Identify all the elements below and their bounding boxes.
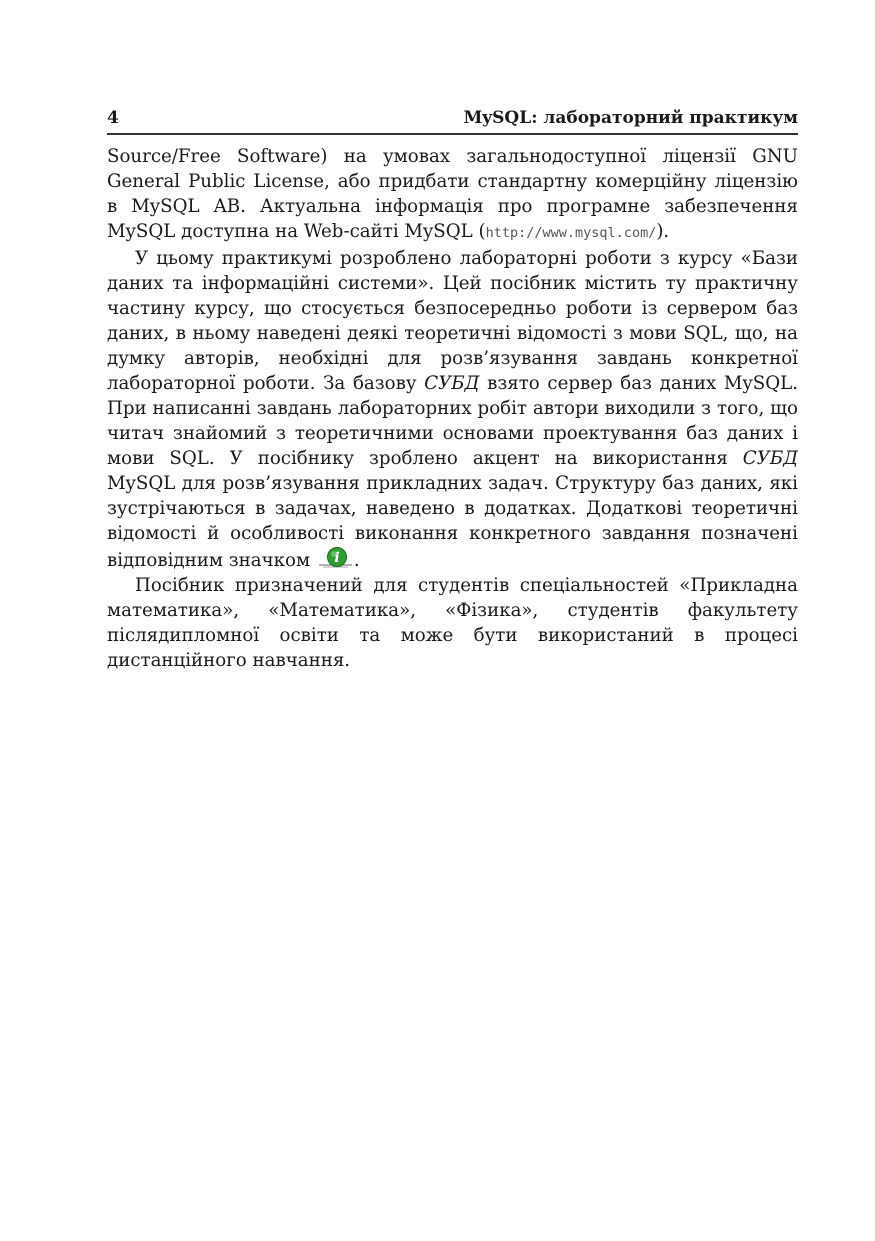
paragraph-2-part1: У цьому практикумі розроблено лабораторні роботи з курсу «Бази даних та інформаційні системи». Цей посібник містить ту практичну частину курсу, що стосується безпосередньо роботи із сервером баз даних, в ньому наведені деякі теоретичні відомості з мови SQL, що, на думку авторів, необхідні для розв’язування завдань конкретної лабораторної роботи. За базову: [107, 248, 798, 394]
paragraph-3: Посібник призначений для студентів спеціальностей «Прикладна математика», «Математика», «Фізика», студентів факультету післядипломної освіти та може бути використаний в процесі дистанційного навчання.: [107, 575, 798, 671]
paragraph-2-part3: MySQL для розв’язування прикладних задач. Структуру баз даних, які зустрічаються в задачах, наведено в додатках. Додаткові теоретичні відомості й особливості виконання конкретного завдання позначені відповідним значком: [107, 473, 798, 571]
paragraph-1: [107, 144, 798, 246]
mysql-url-link[interactable]: http://www.mysql.com/: [485, 225, 657, 241]
svg-text:i: i: [334, 550, 340, 566]
running-title: MySQL: лабораторний практикум: [463, 108, 798, 128]
paragraph-1-tail: ).: [656, 221, 670, 242]
page-header: [107, 107, 798, 135]
paragraph-2-tail: .: [353, 550, 360, 571]
paragraph-2: [107, 246, 798, 573]
paragraph-2-part2: взято сервер баз даних MySQL. При написанні завдань лабораторних робіт автори виходили з того, що читач знайомий з теоретичними основами проектування баз даних і мови SQL. У посібнику зроблено акцент на використання: [107, 373, 799, 469]
page-number: 4: [107, 108, 119, 128]
info-icon: [318, 546, 354, 570]
subd-term-2: СУБД: [742, 448, 798, 469]
paragraph-1-text: Source/Free Software) на умовах загальнодоступної ліцензії GNU General Public License, або придбати стандартну комерційну ліцензію в MySQL AB. Актуальна інформація про програмне забезпечення MySQL доступна на Web-сайті MySQL (: [107, 146, 798, 242]
page-body: [107, 144, 798, 673]
subd-term-1: СУБД: [424, 373, 480, 394]
